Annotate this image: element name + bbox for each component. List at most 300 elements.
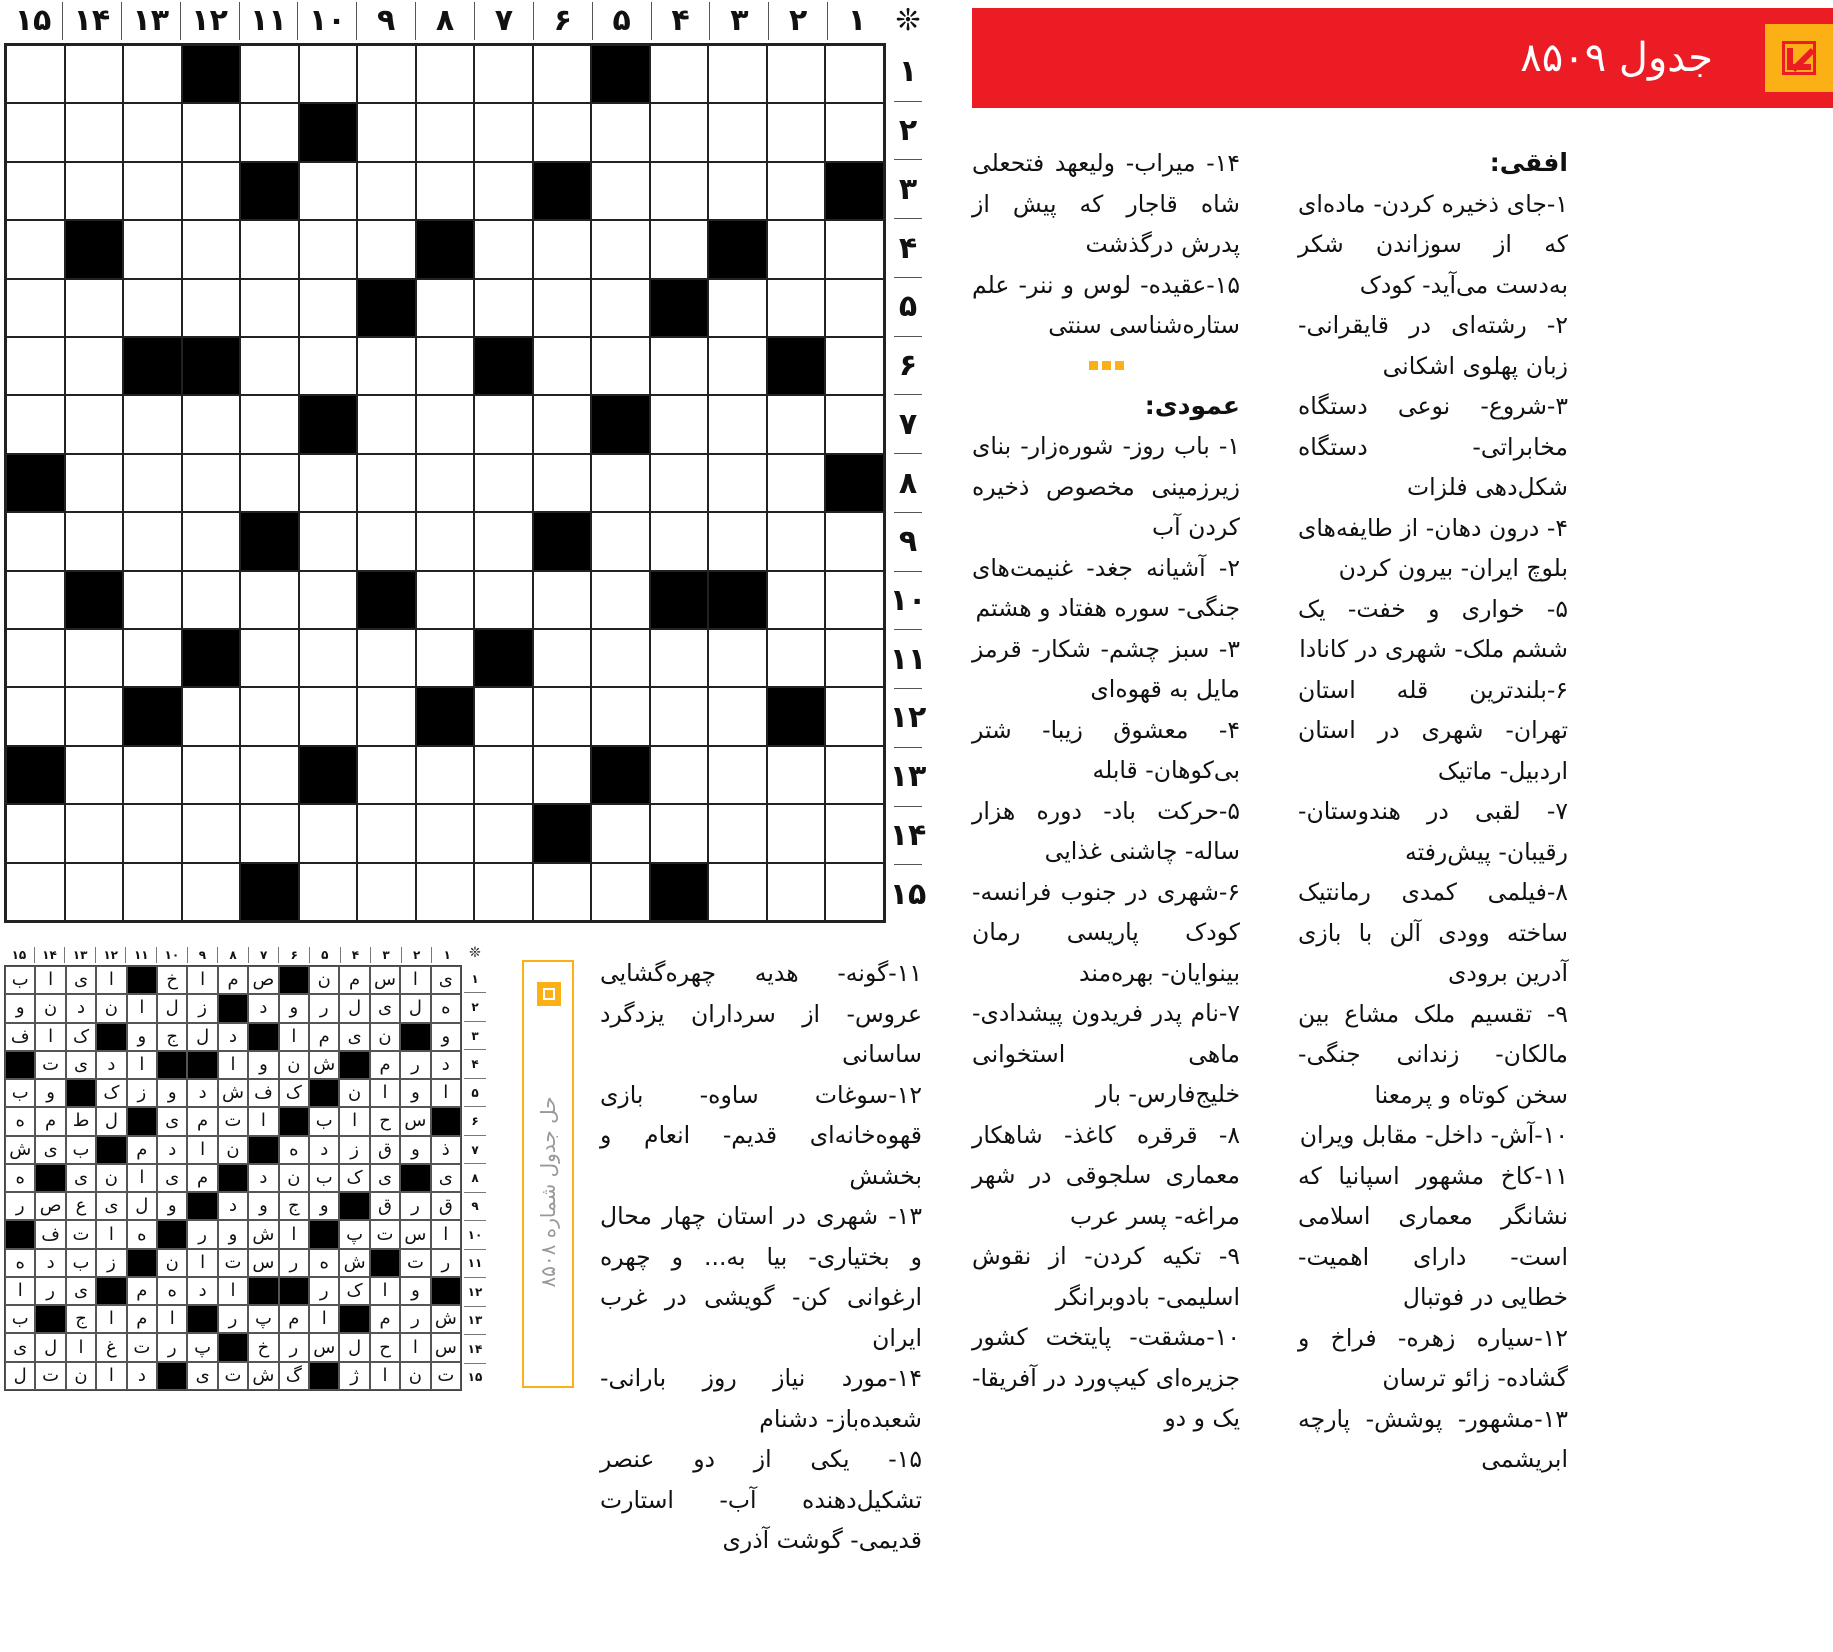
solution-column-number: ۸ <box>217 947 248 963</box>
grid-cell[interactable] <box>533 629 592 687</box>
black-cell <box>533 512 592 570</box>
solution-column-number: ۹ <box>187 947 218 963</box>
grid-cell[interactable] <box>591 629 650 687</box>
grid-cell[interactable] <box>416 103 475 161</box>
grid-cell[interactable] <box>825 571 884 629</box>
grid-cell[interactable] <box>591 454 650 512</box>
grid-cell[interactable] <box>357 746 416 804</box>
grid-cell[interactable] <box>240 454 299 512</box>
solution-black-cell <box>96 1023 126 1051</box>
solution-column-number: ۲ <box>401 947 432 963</box>
grid-cell[interactable] <box>533 454 592 512</box>
grid-cell[interactable] <box>416 629 475 687</box>
grid-cell[interactable] <box>533 687 592 745</box>
grid-cell[interactable] <box>650 337 709 395</box>
grid-cell[interactable] <box>123 395 182 453</box>
solution-cell: ی <box>187 1362 217 1390</box>
grid-cell[interactable] <box>240 103 299 161</box>
grid-cell[interactable] <box>357 687 416 745</box>
grid-cell[interactable] <box>299 863 358 921</box>
solution-cell: ب <box>66 1136 96 1164</box>
grid-cell[interactable] <box>182 454 241 512</box>
grid-cell[interactable] <box>6 279 65 337</box>
black-cell <box>65 220 124 278</box>
solution-cell: ب <box>5 1079 35 1107</box>
solution-cell: ی <box>370 994 400 1022</box>
solution-column-number: ۱۴ <box>34 947 65 963</box>
grid-cell[interactable] <box>182 804 241 862</box>
grid-cell[interactable] <box>708 804 767 862</box>
solution-column-number: ۱۲ <box>95 947 126 963</box>
solution-cell: ز <box>339 1136 369 1164</box>
row-number: ۵ <box>894 278 922 337</box>
grid-cell[interactable] <box>474 863 533 921</box>
grid-cell[interactable] <box>533 279 592 337</box>
grid-cell[interactable] <box>65 162 124 220</box>
grid-cell[interactable] <box>123 863 182 921</box>
grid-cell[interactable] <box>65 395 124 453</box>
solution-cell: ا <box>279 1023 309 1051</box>
solution-cell: ی <box>66 1051 96 1079</box>
grid-cell[interactable] <box>533 103 592 161</box>
grid-cell[interactable] <box>240 279 299 337</box>
grid-cell[interactable] <box>357 512 416 570</box>
solution-cell: ب <box>309 1107 339 1135</box>
grid-cell[interactable] <box>767 279 826 337</box>
solution-black-cell <box>127 1107 157 1135</box>
grid-cell[interactable] <box>474 571 533 629</box>
solution-cell: ف <box>35 1220 65 1248</box>
solution-black-cell <box>309 1362 339 1390</box>
grid-cell[interactable] <box>591 337 650 395</box>
solution-cell: ر <box>400 1305 430 1333</box>
grid-cell[interactable] <box>123 454 182 512</box>
grid-cell[interactable] <box>357 454 416 512</box>
grid-cell[interactable] <box>825 279 884 337</box>
grid-cell[interactable] <box>6 629 65 687</box>
grid-cell[interactable] <box>533 220 592 278</box>
grid-cell[interactable] <box>591 687 650 745</box>
grid-cell[interactable] <box>123 629 182 687</box>
grid-cell[interactable] <box>123 103 182 161</box>
grid-cell[interactable] <box>299 279 358 337</box>
grid-cell[interactable] <box>6 337 65 395</box>
grid-cell[interactable] <box>182 220 241 278</box>
three-squares-icon <box>972 346 1240 386</box>
solution-cell: ا <box>35 966 65 994</box>
grid-cell[interactable] <box>240 45 299 103</box>
grid-cell[interactable] <box>65 687 124 745</box>
grid-cell[interactable] <box>65 512 124 570</box>
solution-cell: خ <box>248 1333 278 1361</box>
grid-cell[interactable] <box>825 629 884 687</box>
mixed-clues-column <box>972 143 1240 1439</box>
row-number: ۱۵ <box>889 876 927 912</box>
solution-cell: ت <box>218 1362 248 1390</box>
black-cell <box>591 395 650 453</box>
grid-cell[interactable] <box>474 454 533 512</box>
grid-cell[interactable] <box>767 103 826 161</box>
grid-cell[interactable] <box>825 395 884 453</box>
grid-cell[interactable] <box>416 395 475 453</box>
solution-black-cell <box>400 1164 430 1192</box>
solution-black-cell <box>218 994 248 1022</box>
grid-cell[interactable] <box>416 454 475 512</box>
grid-cell[interactable] <box>708 629 767 687</box>
black-cell <box>182 337 241 395</box>
grid-cell[interactable] <box>240 220 299 278</box>
grid-cell[interactable] <box>650 687 709 745</box>
solution-cell: ه <box>279 1136 309 1164</box>
grid-cell[interactable] <box>591 863 650 921</box>
grid-cell[interactable] <box>767 45 826 103</box>
solution-cell: ا <box>96 1305 126 1333</box>
grid-cell[interactable] <box>708 863 767 921</box>
grid-cell[interactable] <box>650 512 709 570</box>
grid-cell[interactable] <box>591 571 650 629</box>
solution-cell: ت <box>127 1333 157 1361</box>
grid-cell[interactable] <box>767 746 826 804</box>
grid-cell[interactable] <box>123 512 182 570</box>
grid-cell[interactable] <box>591 279 650 337</box>
solution-column-number: ۵ <box>309 947 340 963</box>
grid-cell[interactable] <box>474 279 533 337</box>
grid-cell[interactable] <box>474 687 533 745</box>
grid-cell[interactable] <box>299 804 358 862</box>
solution-cell: م <box>309 1023 339 1051</box>
grid-cell[interactable] <box>65 863 124 921</box>
grid-cell[interactable] <box>123 571 182 629</box>
grid-cell[interactable] <box>123 162 182 220</box>
grid-cell[interactable] <box>357 337 416 395</box>
solution-cell: ا <box>96 966 126 994</box>
vertical-clues-continued <box>600 953 922 1561</box>
grid-cell[interactable] <box>416 279 475 337</box>
solution-cell: م <box>339 966 369 994</box>
grid-cell[interactable] <box>182 571 241 629</box>
grid-cell[interactable] <box>357 804 416 862</box>
grid-cell[interactable] <box>65 103 124 161</box>
grid-cell[interactable] <box>474 162 533 220</box>
solution-cell: م <box>279 1305 309 1333</box>
grid-cell[interactable] <box>6 687 65 745</box>
solution-cell: ذ <box>431 1136 461 1164</box>
grid-cell[interactable] <box>240 395 299 453</box>
grid-cell[interactable] <box>299 512 358 570</box>
grid-cell[interactable] <box>825 45 884 103</box>
grid-cell[interactable] <box>416 337 475 395</box>
grid-cell[interactable] <box>240 687 299 745</box>
grid-cell[interactable] <box>6 512 65 570</box>
grid-cell[interactable] <box>474 395 533 453</box>
solution-row-number: ۱۰ <box>464 1221 486 1249</box>
solution-cell: ه <box>5 1107 35 1135</box>
grid-cell[interactable] <box>182 162 241 220</box>
solution-black-cell <box>309 1220 339 1248</box>
grid-cell[interactable] <box>6 395 65 453</box>
solution-cell: ه <box>157 1277 187 1305</box>
grid-cell[interactable] <box>767 162 826 220</box>
grid-cell[interactable] <box>708 395 767 453</box>
grid-cell[interactable] <box>825 804 884 862</box>
clue-horizontal-1: ۱-جای ذخیره کردن- ماده‌ای که از سوزاندن شکر به‌دست می‌آید- کودک <box>1298 189 1568 299</box>
grid-cell[interactable] <box>708 162 767 220</box>
column-number: ۱۳ <box>121 2 180 40</box>
grid-cell[interactable] <box>182 512 241 570</box>
solution-cell: و <box>248 1192 278 1220</box>
solution-cell: ا <box>187 1136 217 1164</box>
grid-cell[interactable] <box>416 162 475 220</box>
grid-cell[interactable] <box>533 863 592 921</box>
solution-black-cell <box>309 1079 339 1107</box>
clue-horizontal-11: ۱۱-کاخ مشهور اسپانیا که نشانگر معماری اسلامی است- دارای اهمیت- خطایی در فوتبال <box>1298 1161 1568 1311</box>
grid-cell[interactable] <box>299 220 358 278</box>
grid-cell[interactable] <box>123 279 182 337</box>
grid-cell[interactable] <box>767 395 826 453</box>
solution-column-number: ۳ <box>370 947 401 963</box>
grid-cell[interactable] <box>65 454 124 512</box>
solution-cell: ق <box>370 1136 400 1164</box>
column-number: ۲ <box>768 2 827 40</box>
grid-cell[interactable] <box>6 103 65 161</box>
grid-cell[interactable] <box>533 746 592 804</box>
grid-cell[interactable] <box>767 863 826 921</box>
grid-cell[interactable] <box>650 45 709 103</box>
grid-cell[interactable] <box>357 45 416 103</box>
row-number: ۳ <box>894 160 922 219</box>
black-cell <box>591 746 650 804</box>
grid-cell[interactable] <box>65 746 124 804</box>
grid-cell[interactable] <box>416 804 475 862</box>
black-cell <box>123 337 182 395</box>
grid-cell[interactable] <box>650 804 709 862</box>
grid-cell[interactable] <box>533 45 592 103</box>
grid-cell[interactable] <box>6 45 65 103</box>
grid-cell[interactable] <box>357 103 416 161</box>
grid-cell[interactable] <box>240 629 299 687</box>
grid-cell[interactable] <box>357 220 416 278</box>
crossword-grid <box>4 43 886 923</box>
clue-horizontal-5: ۵- خواری و خفت- یک ششم ملک- شهری در کانادا <box>1298 594 1568 663</box>
grid-cell[interactable] <box>299 337 358 395</box>
grid-cell[interactable] <box>123 220 182 278</box>
solution-cell: ا <box>187 966 217 994</box>
grid-cell[interactable] <box>533 395 592 453</box>
grid-cell[interactable] <box>6 162 65 220</box>
grid-cell[interactable] <box>708 512 767 570</box>
solution-row-number: ۷ <box>464 1136 486 1164</box>
grid-cell[interactable] <box>708 103 767 161</box>
solution-black-cell <box>431 1277 461 1305</box>
grid-cell[interactable] <box>650 746 709 804</box>
grid-cell[interactable] <box>65 804 124 862</box>
grid-cell[interactable] <box>6 804 65 862</box>
solution-cell: ف <box>248 1079 278 1107</box>
grid-cell[interactable] <box>474 103 533 161</box>
grid-cell[interactable] <box>416 746 475 804</box>
solution-grid <box>4 965 462 1391</box>
column-number: ۷ <box>474 2 533 40</box>
grid-cell[interactable] <box>708 337 767 395</box>
solution-cell: د <box>157 1136 187 1164</box>
grid-cell[interactable] <box>591 103 650 161</box>
grid-cell[interactable] <box>123 804 182 862</box>
solution-cell: ن <box>309 966 339 994</box>
grid-cell[interactable] <box>708 45 767 103</box>
grid-cell[interactable] <box>182 863 241 921</box>
grid-cell[interactable] <box>474 45 533 103</box>
grid-cell[interactable] <box>767 454 826 512</box>
solution-cell: ا <box>35 1023 65 1051</box>
grid-cell[interactable] <box>357 162 416 220</box>
solution-cell: ن <box>35 994 65 1022</box>
grid-cell[interactable] <box>65 45 124 103</box>
solution-cell: م <box>187 1164 217 1192</box>
grid-cell[interactable] <box>591 804 650 862</box>
grid-cell[interactable] <box>6 220 65 278</box>
solution-cell: ل <box>127 1192 157 1220</box>
grid-cell[interactable] <box>182 103 241 161</box>
solution-cell: ا <box>400 966 430 994</box>
grid-cell[interactable] <box>416 45 475 103</box>
solution-cell: ن <box>370 1023 400 1051</box>
clue-vertical-6: ۶-شهری در جنوب فرانسه- کودک پاریسی رمان بینوایان- بهره‌مند <box>972 877 1240 987</box>
solution-cell: ی <box>339 1023 369 1051</box>
clue-horizontal-10: ۱۰-آش- داخل- مقابل ویران <box>1299 1121 1568 1149</box>
grid-cell[interactable] <box>650 103 709 161</box>
grid-cell[interactable] <box>533 337 592 395</box>
grid-cell[interactable] <box>182 279 241 337</box>
black-cell <box>182 629 241 687</box>
corner-star-icon: ❊ <box>469 945 481 961</box>
grid-cell[interactable] <box>299 162 358 220</box>
grid-cell[interactable] <box>650 162 709 220</box>
solution-cell: ک <box>279 1079 309 1107</box>
solution-cell: ز <box>96 1249 126 1277</box>
grid-cell[interactable] <box>357 863 416 921</box>
black-cell <box>825 162 884 220</box>
grid-cell[interactable] <box>591 512 650 570</box>
title-banner <box>972 8 1833 108</box>
grid-cell[interactable] <box>240 571 299 629</box>
solution-cell: ج <box>66 1305 96 1333</box>
solution-cell: و <box>400 1136 430 1164</box>
grid-cell[interactable] <box>474 512 533 570</box>
grid-cell[interactable] <box>825 512 884 570</box>
black-cell <box>591 45 650 103</box>
solution-cell: م <box>187 1107 217 1135</box>
solution-cell: ی <box>66 1277 96 1305</box>
grid-cell[interactable] <box>767 804 826 862</box>
black-cell <box>708 220 767 278</box>
grid-cell[interactable] <box>182 746 241 804</box>
black-cell <box>825 454 884 512</box>
solution-black-cell <box>187 1051 217 1079</box>
grid-cell[interactable] <box>416 863 475 921</box>
grid-cell[interactable] <box>767 220 826 278</box>
grid-cell[interactable] <box>474 746 533 804</box>
solution-cell: ن <box>279 1051 309 1079</box>
row-number: ۱۳ <box>894 748 922 807</box>
grid-cell[interactable] <box>825 337 884 395</box>
grid-cell[interactable] <box>767 571 826 629</box>
solution-cell: ب <box>66 1249 96 1277</box>
grid-cell[interactable] <box>65 629 124 687</box>
grid-cell[interactable] <box>299 45 358 103</box>
grid-cell[interactable] <box>474 804 533 862</box>
grid-cell[interactable] <box>416 571 475 629</box>
grid-cell[interactable] <box>299 629 358 687</box>
grid-cell[interactable] <box>650 454 709 512</box>
solution-cell: ا <box>96 1362 126 1390</box>
grid-cell[interactable] <box>591 162 650 220</box>
solution-cell: د <box>127 1362 157 1390</box>
grid-cell[interactable] <box>825 220 884 278</box>
grid-cell[interactable] <box>650 395 709 453</box>
grid-cell[interactable] <box>357 395 416 453</box>
solution-cell: ر <box>35 1277 65 1305</box>
grid-cell[interactable] <box>299 687 358 745</box>
grid-cell[interactable] <box>416 512 475 570</box>
grid-cell[interactable] <box>182 687 241 745</box>
vertical-heading: عمودی: <box>1144 390 1240 420</box>
main-grid-column-header <box>4 2 886 40</box>
solution-cell: ا <box>96 1220 126 1248</box>
solution-cell: ر <box>279 1333 309 1361</box>
solution-cell: ر <box>187 1220 217 1248</box>
grid-cell[interactable] <box>299 454 358 512</box>
column-number: ۱۲ <box>180 2 239 40</box>
grid-cell[interactable] <box>650 629 709 687</box>
solution-cell: س <box>431 1333 461 1361</box>
grid-cell[interactable] <box>357 629 416 687</box>
grid-cell[interactable] <box>182 395 241 453</box>
solution-cell: ر <box>400 1051 430 1079</box>
grid-cell[interactable] <box>299 571 358 629</box>
grid-cell[interactable] <box>825 746 884 804</box>
grid-cell[interactable] <box>6 571 65 629</box>
grid-cell[interactable] <box>533 571 592 629</box>
row-number: ۱۰ <box>894 572 922 631</box>
grid-cell[interactable] <box>6 863 65 921</box>
solution-cell: ی <box>157 1107 187 1135</box>
grid-cell[interactable] <box>65 337 124 395</box>
grid-cell[interactable] <box>474 220 533 278</box>
solution-cell: گ <box>279 1362 309 1390</box>
grid-cell[interactable] <box>240 337 299 395</box>
solution-black-cell <box>187 1192 217 1220</box>
grid-cell[interactable] <box>240 804 299 862</box>
grid-cell[interactable] <box>123 746 182 804</box>
grid-cell[interactable] <box>708 687 767 745</box>
grid-cell[interactable] <box>825 863 884 921</box>
grid-cell[interactable] <box>708 746 767 804</box>
grid-cell[interactable] <box>123 45 182 103</box>
row-number: ۴ <box>894 219 922 278</box>
grid-cell[interactable] <box>767 629 826 687</box>
grid-cell[interactable] <box>825 103 884 161</box>
grid-cell[interactable] <box>708 279 767 337</box>
grid-cell[interactable] <box>65 279 124 337</box>
grid-cell[interactable] <box>708 454 767 512</box>
solution-cell: ا <box>127 1051 157 1079</box>
grid-cell[interactable] <box>240 746 299 804</box>
solution-cell: ک <box>339 1277 369 1305</box>
grid-cell[interactable] <box>591 220 650 278</box>
grid-cell[interactable] <box>767 512 826 570</box>
grid-cell[interactable] <box>650 220 709 278</box>
grid-cell[interactable] <box>825 687 884 745</box>
